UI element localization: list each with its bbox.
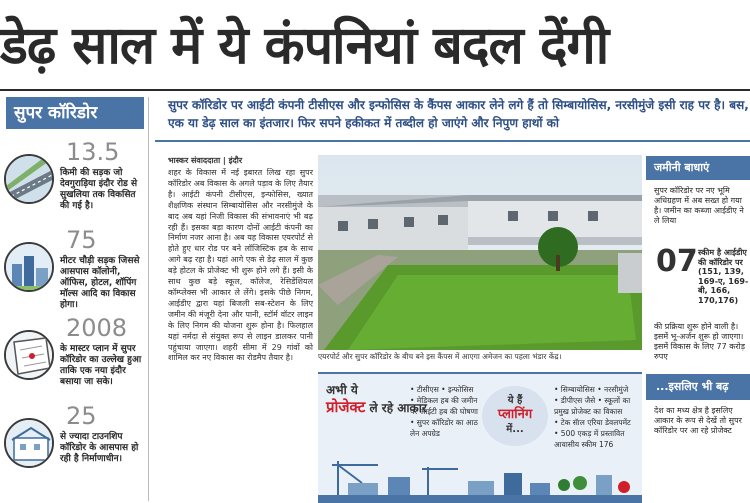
projects-title-line1: अभी ये [326,383,358,397]
right-heading: जमीनी बाधाएं [646,156,750,180]
stat-number: 2008 [66,314,128,342]
map-icon [4,330,54,380]
stats-column [0,134,145,501]
current-projects-list [410,384,480,439]
column-divider [148,97,149,501]
list-item: • टीसीएस • इन्फोसिस [410,385,474,394]
photo-caption: एयरपोर्ट और सुपर कॉरिडोर के बीच बने इस कैंपस में आएगा अमेजन का पहला भंडार केंद्र। [318,352,562,361]
right-big-note: स्कीम है आईडीए की कॉरिडोर पर (151, 139, 169-ए, 169-बी, 166, 170,176) [698,248,749,305]
right-body-2: की प्रक्रिया शुरू होने वाली है। इसमें भू-अर्जन शुरू हो जाएगा। इसमें विकास के लिए 77 करोड़ रुपए [654,322,745,361]
article-body: शहर के विकास में नई इबारत लिख रहा सुपर कॉरिडोर अब विकास के अगले पड़ाव के लिए तैयार है। आईटी कंपनी टीसीएस, इन्फोसिस, ख्यात शैक्षणिक संस्थान सिम्बायोसिस और नरसीमुंजे के बाद अब यहां निजी विकास की संभावनाएं भी बढ़ रही हैं। इसका बड़ा कारण दोनों आईटी कंपनी का निर्माण नजर आना है। अब यह विकास एयरपोर्ट से होते हुए धार रोड पर बने लॉजिस्टिक हब के साथ आगे बढ़ रहा है। यहां आगे एक से डेढ़ साल में कुछ बड़े होटल के प्रोजेक्ट भी शुरू होने लगे हैं। इसी के साथ कुछ बड़े स्कूल, कॉलेज, रेसिडेंशियल कॉम्प्लेक्स भी आकार ले लेंगे। इसके पीछे निगम, आईडीए द्वारा यहां बिजली सब-स्टेशन के लिए जमीन की मंजूरी देना और पानी, स्टॉर्म वॉटर लाइन के लिए निगम की योजना शुरू होना है। फिलहाल यहां नर्मदा से संयुक्त रूप से लाइन डालकर पानी पहुंचाया जाएगा। शहरी सीमा में 29 गांवों को शामिल कर नए विकास का रोडमैप तैयार है। [168,168,313,363]
planning-red: प्लानिंग [497,407,533,422]
intro-rule [155,140,750,142]
byline: भास्कर संवाददाता | इंदौर [168,156,243,165]
right-body-3: देश का मध्य क्षेत्र है इसलिए आकार के रूप से देखें तो सुपर कॉरिडोर पर आ रहे प्रोजेक्ट [654,406,742,435]
township-icon [4,418,54,468]
projects-title-red: प्रोजेक्ट [326,398,366,416]
planned-projects-list [554,384,640,450]
intro-paragraph: सुपर कॉरिडोर पर आईटी कंपनी टीसीएस और इन्फोसिस के कैंपस आकार लेने लगे हैं तो सिम्बायोसिस, नरसीमुंजे इसी राह पर है। बस, एक या डेढ़ साल का इंतजार। फिर सपने हकीकत में तब्दील हो जाएंगे और निपुण हाथों को [168,98,749,130]
list-item: लेन अपग्रेड [410,429,440,438]
projects-title-line2: ले रहे आकार [369,401,427,415]
section-label: सुपर कॉरिडोर [6,97,144,129]
city-buildings-icon [4,242,54,292]
right-column [646,152,750,501]
stat-item [0,226,145,312]
planning-line1: ये हैं [507,395,523,406]
headline-rule [0,89,750,91]
right-body: सुपर कॉरिडोर पर नए भूमि अधिग्रहण में अब सख्त हो गया है। जमीन का कब्जा आईडीए ने ले लिया [654,186,744,225]
list-item: आवासीय स्कीम 176 [554,440,614,449]
road-icon [4,154,54,204]
list-item: पर आईटी हब की घोषणा [410,407,478,416]
stat-item [0,138,145,224]
list-item: • सुपर कॉरिडोर का आठ [410,418,478,427]
stat-text: के मास्टर प्लान में सुपर कॉरिडोर का उल्लेख हुआ ताकि एक नया इंदौर बसाया जा सके। [60,344,142,387]
stat-text: किमी की सड़क जो देवगुराड़िया इंदौर रोड से सुखलिया तक विकसित की गई है। [60,168,138,211]
list-item: • सिम्बायोसिस • नरसीमुंजे [554,385,629,394]
list-item: • डीपीएस जैसे • स्कूलों का [554,396,631,405]
campus-photo [318,155,642,350]
stat-text: मीटर चौड़ी सड़क जिससे आसपास कॉलोनी, ऑफिस, होटल, शॉपिंग मॉल्स आदि का विकास होगा। [60,256,140,310]
projects-box [318,372,642,503]
list-item: • 500 एकड़ में प्रस्तावित [554,429,625,438]
planning-line2: में... [506,424,524,435]
stat-text: से ज्यादा टाउनशिप कॉरिडोर के आसपास हो रही है निर्माणाधीन। [60,432,139,464]
planning-badge [482,386,548,446]
stat-number: 25 [66,402,97,430]
stat-number: 75 [66,226,97,254]
headline: डेढ़ साल में ये कंपनियां बदल देंगी [0,16,609,76]
construction-illustration [318,455,642,503]
list-item: प्रमुख प्रोजेक्ट का विकास [554,407,623,416]
right-heading-2: ...इसलिए भी बढ़ [646,374,750,400]
stat-item [0,402,145,498]
stat-item [0,314,145,400]
right-big-number: 07 [656,244,698,279]
stat-number: 13.5 [66,138,120,166]
list-item: • मेडिकल हब की जमीन [410,396,478,405]
list-item: • टेक सॅाल एरिया डेवलपमेंट [554,418,631,427]
